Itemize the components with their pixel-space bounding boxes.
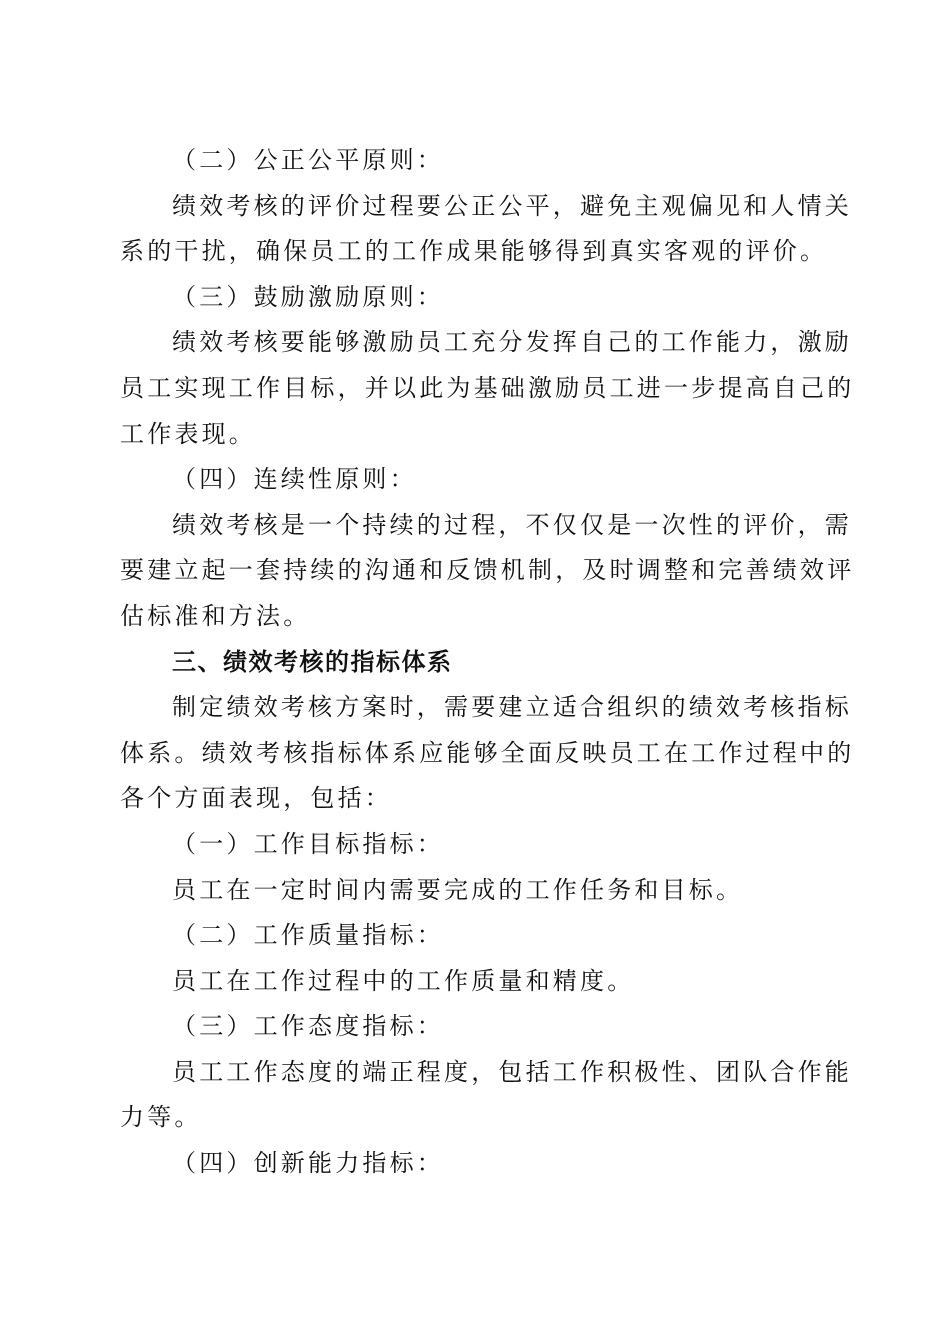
- subsection-heading-line: （三）鼓励激励原则：: [172, 282, 444, 311]
- paragraph-line: 绩效考核的评价过程要公正公平，避免主观偏见和人情关: [172, 191, 852, 220]
- paragraph-line: 力等。: [120, 1103, 202, 1132]
- subsection-heading-line: （二）工作质量指标：: [172, 921, 444, 950]
- paragraph-line: 各个方面表现，包括：: [120, 784, 392, 813]
- paragraph-line: 系的干扰，确保员工的工作成果能够得到真实客观的评价。: [120, 237, 828, 266]
- subsection-heading-line: （一）工作目标指标：: [172, 829, 444, 858]
- section-heading-line: 三、绩效考核的指标体系: [172, 647, 453, 676]
- paragraph: [120, 503, 855, 640]
- section-heading: [120, 640, 824, 686]
- subsection-heading-line: （三）工作态度指标：: [172, 1012, 444, 1041]
- subsection-heading: [120, 138, 824, 184]
- paragraph-line: 绩效考核要能够激励员工充分发挥自己的工作能力，激励: [172, 328, 852, 357]
- document-body: [120, 138, 855, 1187]
- paragraph-line: 制定绩效考核方案时，需要建立适合组织的绩效考核指标: [172, 693, 852, 722]
- subsection-heading-line: （二）公正公平原则：: [172, 146, 444, 174]
- paragraph: [120, 184, 852, 275]
- paragraph-line: 绩效考核是一个持续的过程，不仅仅是一次性的评价，需: [172, 510, 852, 539]
- paragraph-line: 工作表现。: [120, 419, 256, 448]
- paragraph-line: 员工实现工作目标，并以此为基础激励员工进一步提高自己的: [120, 373, 855, 402]
- paragraph-line: 要建立起一套持续的沟通和反馈机制，及时调整和完善绩效评: [120, 556, 855, 585]
- paragraph: [120, 868, 824, 914]
- subsection-heading: [120, 275, 824, 321]
- subsection-heading: [120, 1141, 824, 1187]
- paragraph: [120, 959, 824, 1005]
- paragraph-line: 员工工作态度的端正程度，包括工作积极性、团队合作能: [172, 1057, 852, 1086]
- paragraph-line: 体系。绩效考核指标体系应能够全面反映员工在工作过程中的: [120, 738, 855, 767]
- paragraph: [120, 685, 855, 822]
- paragraph-line: 员工在一定时间内需要完成的工作任务和目标。: [172, 875, 744, 904]
- subsection-heading-line: （四）连续性原则：: [172, 465, 417, 494]
- subsection-heading: [120, 913, 824, 959]
- paragraph-line: 员工在工作过程中的工作质量和精度。: [172, 966, 635, 995]
- subsection-heading: [120, 822, 824, 868]
- paragraph-line: 估标准和方法。: [120, 601, 311, 630]
- paragraph: [120, 1050, 852, 1141]
- subsection-heading: [120, 1004, 824, 1050]
- subsection-heading: [120, 457, 824, 503]
- paragraph: [120, 320, 855, 457]
- subsection-heading-line: （四）创新能力指标：: [172, 1149, 444, 1178]
